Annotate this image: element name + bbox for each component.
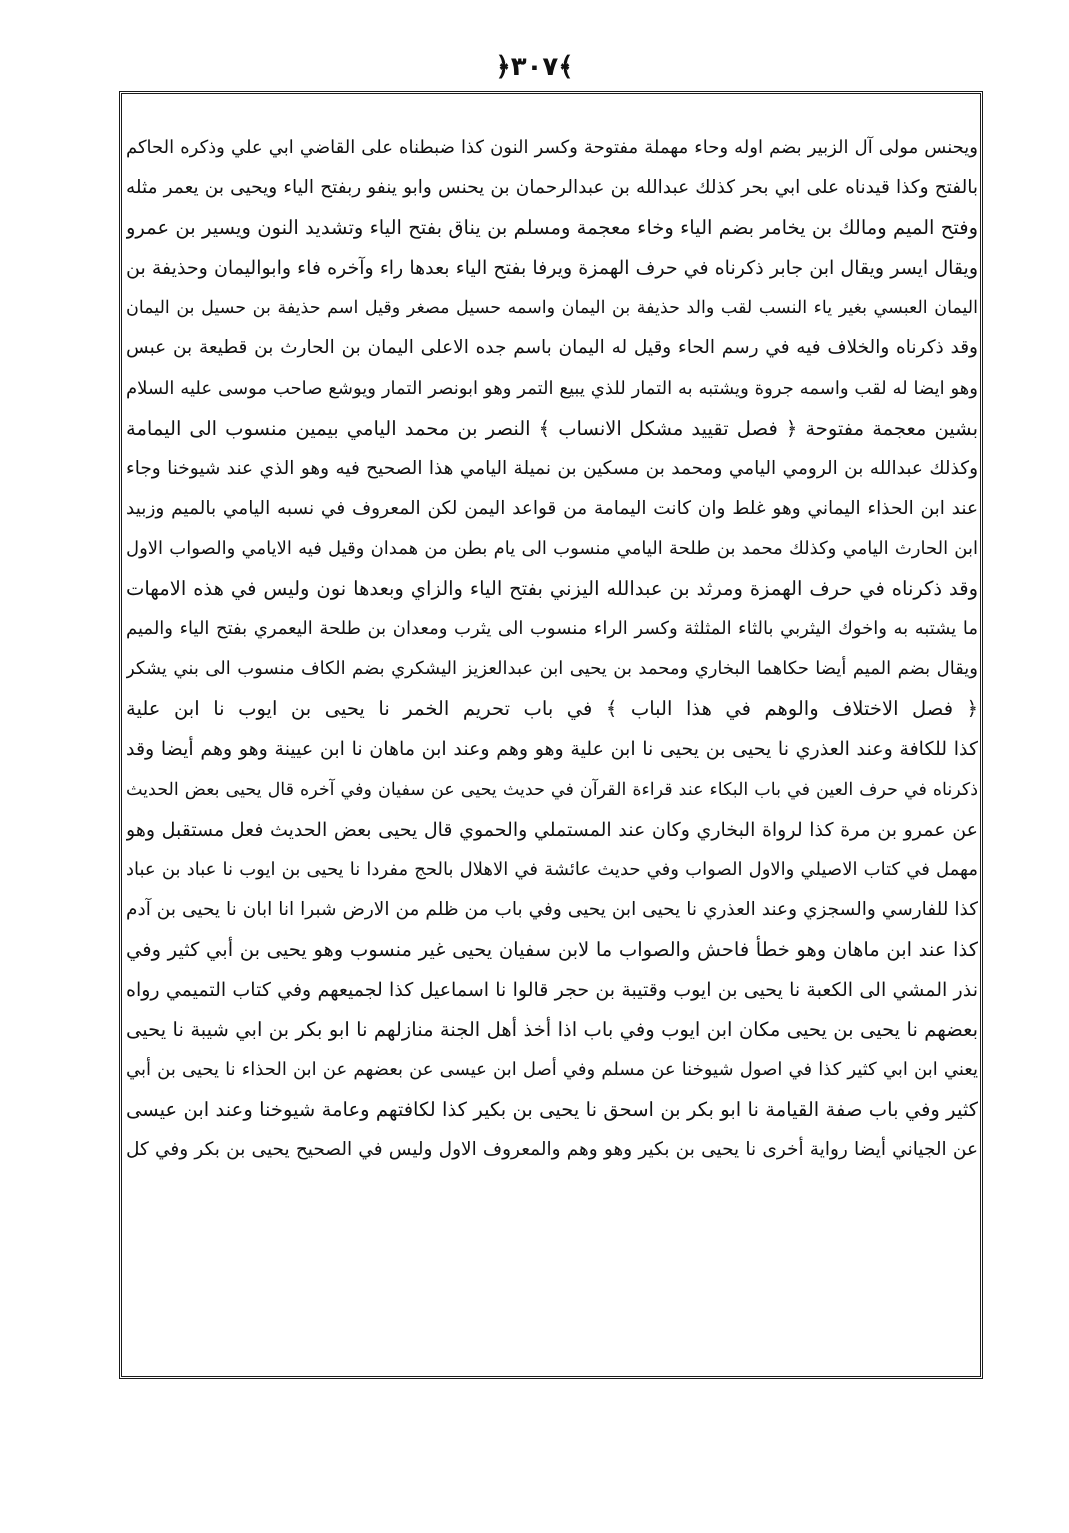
text-line: بعضهم نا يحيى بن يحيى مكان ابن ايوب وفي باب اذا أخذ أهل الجنة منازلهم نا ابو بكر بن ابي شيبة نا يحيى: [126, 1018, 978, 1042]
text-line: نذر المشي الى الكعبة نا يحيى بن ايوب وقتيبة بن حجر قالوا نا اسماعيل كذا لجميعهم وفي كتاب التميمي رواه: [126, 978, 978, 1001]
text-line: ويحنس مولى آل الزبير بضم اوله وحاء مهملة مفتوحة وكسر النون كذا ضبطناه على القاضي ابي علي وذكره الحاكم: [126, 137, 978, 158]
text-line: مهمل في كتاب الاصيلي والاول الصواب وفي حديث عائشة في الاهلال بالحج مفردا نا يحيى بن ايوب نا عباد بن عباد: [126, 858, 978, 880]
text-line: عند ابن الحذاء اليماني وهو غلط وان كانت اليمامة من قواعد اليمن لكن المعروف في نسبه اليامي بالميم وزبيد: [126, 497, 978, 519]
text-body: [126, 128, 978, 1170]
text-line: كذا عند ابن ماهان وهو خطأ فاحش والصواب ما لابن سفيان يحيى غير منسوب وهو يحيى بن أبي كثير وفي: [126, 937, 978, 961]
text-line: كذا للكافة وعند العذري نا يحيى بن يحيى نا ابن علية وهو وهم وعند ابن ماهان نا ابن عيينة وهو وهم أيضا وقد: [126, 738, 978, 761]
text-line: وقد ذكرناه في حرف الهمزة ومرثد بن عبدالله اليزني بفتح الياء والزاي وبعدها نون وليس في هذه الامهات: [126, 577, 978, 601]
text-line: اليمان العبسي بغير ياء النسب لقب والد حذيفة بن اليمان واسمه حسيل مصغر وقيل اسم حذيفة بن حسيل بن اليمان: [126, 298, 978, 319]
text-line: كثير وفي باب صفة القيامة نا ابو بكر بن اسحق نا يحيى بن بكير كذا لكافتهم وعامة شيوخنا وعند ابن عيسى: [126, 1098, 978, 1122]
text-line: ذكرناه في حرف العين في باب البكاء عند قراءة القرآن في حديث يحيى عن سفيان وفي آخره قال يحيى بعض الحديث: [126, 779, 978, 800]
text-line: وهو ايضا له لقب واسمه جروة ويشتبه به التمار للذي يبيع التمر وهو ابونصر التمار ويوشع صاحب موسى عليه السلام: [126, 377, 978, 399]
text-line: ما يشتبه به واخوك اليثربي بالثاء المثلثة وكسر الراء منسوب الى يثرب ومعدان بن طلحة اليعمري بفتح الياء والميم: [126, 618, 978, 640]
text-line: يعني ابن ابي كثير كذا في اصول شيوخنا عن مسلم وفي أصل ابن عيسى عن بعضهم عن ابن الحذاء نا يحيى بن أبي: [126, 1059, 978, 1081]
section-heading-line: ﴿ فصل الاختلاف والوهم في هذا الباب ﴾ في باب تحريم الخمر نا يحيى بن ايوب نا ابن علية: [126, 697, 978, 721]
text-line: ابن الحارث اليامي وكذلك محمد بن طلحة اليامي منسوب الى يام بطن من همدان وقيل فيه الايامي والصواب الاول: [126, 537, 978, 559]
text-line: وفتح الميم ومالك بن يخامر بضم الياء وخاء معجمة ومسلم بن يناق بفتح الياء وتشديد النون ويسير بن عمرو: [126, 216, 978, 240]
text-line: ويقال ايسر ويقال ابن جابر ذكرناه في حرف الهمزة ويرفا بفتح الياء بعدها راء وآخره فاء وابواليمان وحذيفة بن: [126, 257, 978, 280]
text-line: كذا للفارسي والسجزي وعند العذري نا يحيى ابن يحيى وفي باب من ظلم من الارض شبرا انا ابان نا يحيى بن آدم: [126, 898, 978, 920]
text-line: وقد ذكرناه والخلاف فيه في رسم الحاء وقيل له اليمان باسم جده الاعلى اليمان بن الحارث بن قطيعة بن عبس: [126, 337, 978, 359]
text-line: وكذلك عبدالله بن الرومي اليامي ومحمد بن مسكين بن نميلة اليامي هذا الصحيح فيه وهو الذي عند شيوخنا وجاء: [126, 457, 978, 479]
text-line: بالفتح وكذا قيدناه على ابي بحر كذلك عبدالله بن عبدالرحمان بن يحنس وابو ينفو ربفتح الياء ويحيى بن يعمر مثله: [126, 177, 978, 199]
page-number: ﴿٣٠٧﴾: [495, 52, 574, 82]
text-line: عن الجياني أيضا رواية أخرى نا يحيى بن بكير وهو وهم والمعروف الاول وليس في الصحيح يحيى بن بكر وفي كل: [126, 1139, 978, 1161]
text-line: ويقال بضم الميم أيضا حكاهما البخاري ومحمد بن يحيى ابن عبدالعزيز اليشكري بضم الكاف منسوب الى بني يشكر: [126, 658, 978, 680]
text-line: عن عمرو بن مرة كذا لرواة البخاري وكان عند المستملي والحموي قال يحيى بعض الحديث فعل مستقبل وهو: [126, 818, 978, 841]
text-line: بشين معجمة مفتوحة ﴿ فصل تقييد مشكل الانساب ﴾ النصر بن محمد اليامي بيمين منسوب الى اليمامة: [126, 416, 978, 440]
